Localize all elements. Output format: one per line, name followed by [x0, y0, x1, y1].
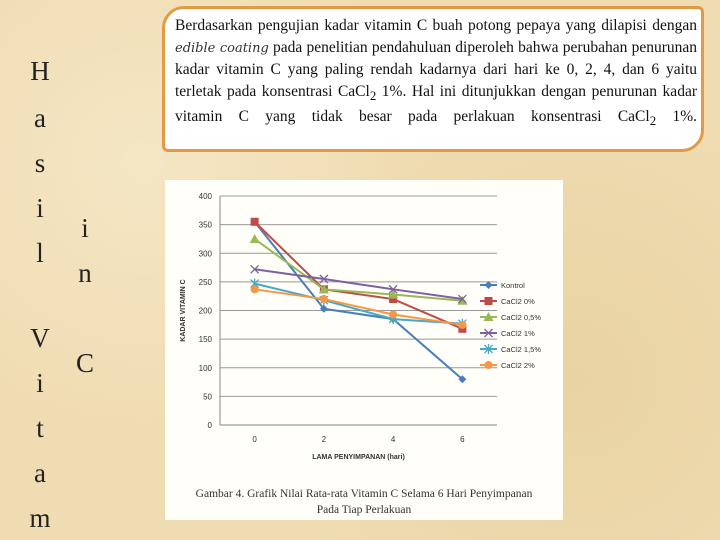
data-point — [389, 311, 397, 319]
italic-term: edible coating — [175, 40, 269, 56]
caption-line-1: Gambar 4. Grafik Nilai Rata-rata Vitamin C Selama 6 Hari Penyimpanan — [195, 488, 533, 500]
description-paragraph — [175, 15, 697, 132]
title-letter: m — [29, 503, 51, 533]
subscript: 2 — [649, 113, 657, 129]
text-part: 1%. — [656, 108, 697, 126]
title-letter: i — [36, 368, 44, 398]
caption-line-2: Pada Tiap Perlakuan — [316, 504, 412, 516]
title-letter: t — [36, 413, 44, 443]
legend-label: CaCl2 1,5% — [501, 345, 542, 354]
y-axis-label: KADAR VITAMIN C — [180, 279, 187, 342]
title-letter: i — [81, 213, 89, 243]
x-tick-label: 6 — [460, 435, 465, 444]
title-letter: a — [34, 103, 46, 133]
series-line — [255, 222, 463, 379]
subscript: 2 — [369, 87, 377, 103]
legend-marker — [485, 297, 493, 305]
y-tick-label: 200 — [198, 306, 212, 316]
legend-label: CaCl2 0% — [501, 297, 535, 306]
y-tick-label: 50 — [203, 392, 212, 402]
x-tick-label: 4 — [390, 435, 396, 444]
series-line — [255, 222, 463, 329]
x-axis-label: LAMA PENYIMPANAN (hari) — [312, 454, 405, 461]
title-letter: C — [75, 348, 94, 378]
y-tick-label: 250 — [198, 277, 212, 287]
data-point — [250, 234, 260, 243]
data-point — [251, 218, 259, 226]
title-letter: V — [30, 323, 50, 353]
y-tick-label: 400 — [198, 192, 212, 201]
series-line — [255, 284, 463, 324]
legend-label: Kontrol — [501, 281, 525, 290]
y-tick-label: 0 — [207, 421, 212, 430]
data-point — [458, 321, 466, 329]
data-point — [251, 285, 259, 293]
text-part: Berdasarkan pengujian kadar vitamin C buah potong pepaya yang dilapisi dengan — [175, 17, 697, 34]
legend-label: CaCl2 2% — [501, 361, 535, 370]
title-letter: s — [34, 148, 46, 178]
legend-label: CaCl2 1% — [501, 329, 535, 338]
line-chart — [165, 180, 563, 480]
title-letter: i — [36, 193, 44, 223]
y-tick-label: 350 — [198, 220, 212, 230]
data-point — [320, 295, 328, 303]
legend-marker — [485, 361, 493, 369]
text-part: 1%. Hal ini ditunjukkan dengan penurunan kadar vitamin C yang tidak besar pada perlakuan konsentrasi CaCl — [175, 82, 697, 126]
y-tick-label: 300 — [198, 249, 212, 259]
y-tick-label: 100 — [198, 363, 212, 373]
title-letter: H — [30, 56, 50, 86]
text-part: pada penelitian pendahuluan diperoleh bahwa perubahan penurunan kadar vitamin C yang paling rendah kadarnya dari hari ke 0, 2, 4, dan 6 yaitu terletak pada konsentrasi CaCl — [175, 38, 697, 100]
y-tick-label: 150 — [198, 335, 212, 345]
legend-label: CaCl2 0,5% — [501, 313, 542, 322]
description-textbox — [162, 6, 704, 152]
title-letter: n — [78, 258, 92, 288]
x-tick-label: 2 — [321, 435, 327, 444]
x-tick-label: 0 — [252, 435, 257, 444]
title-letter: l — [36, 238, 44, 268]
title-letter: a — [34, 458, 46, 488]
chart-figure — [165, 180, 563, 520]
